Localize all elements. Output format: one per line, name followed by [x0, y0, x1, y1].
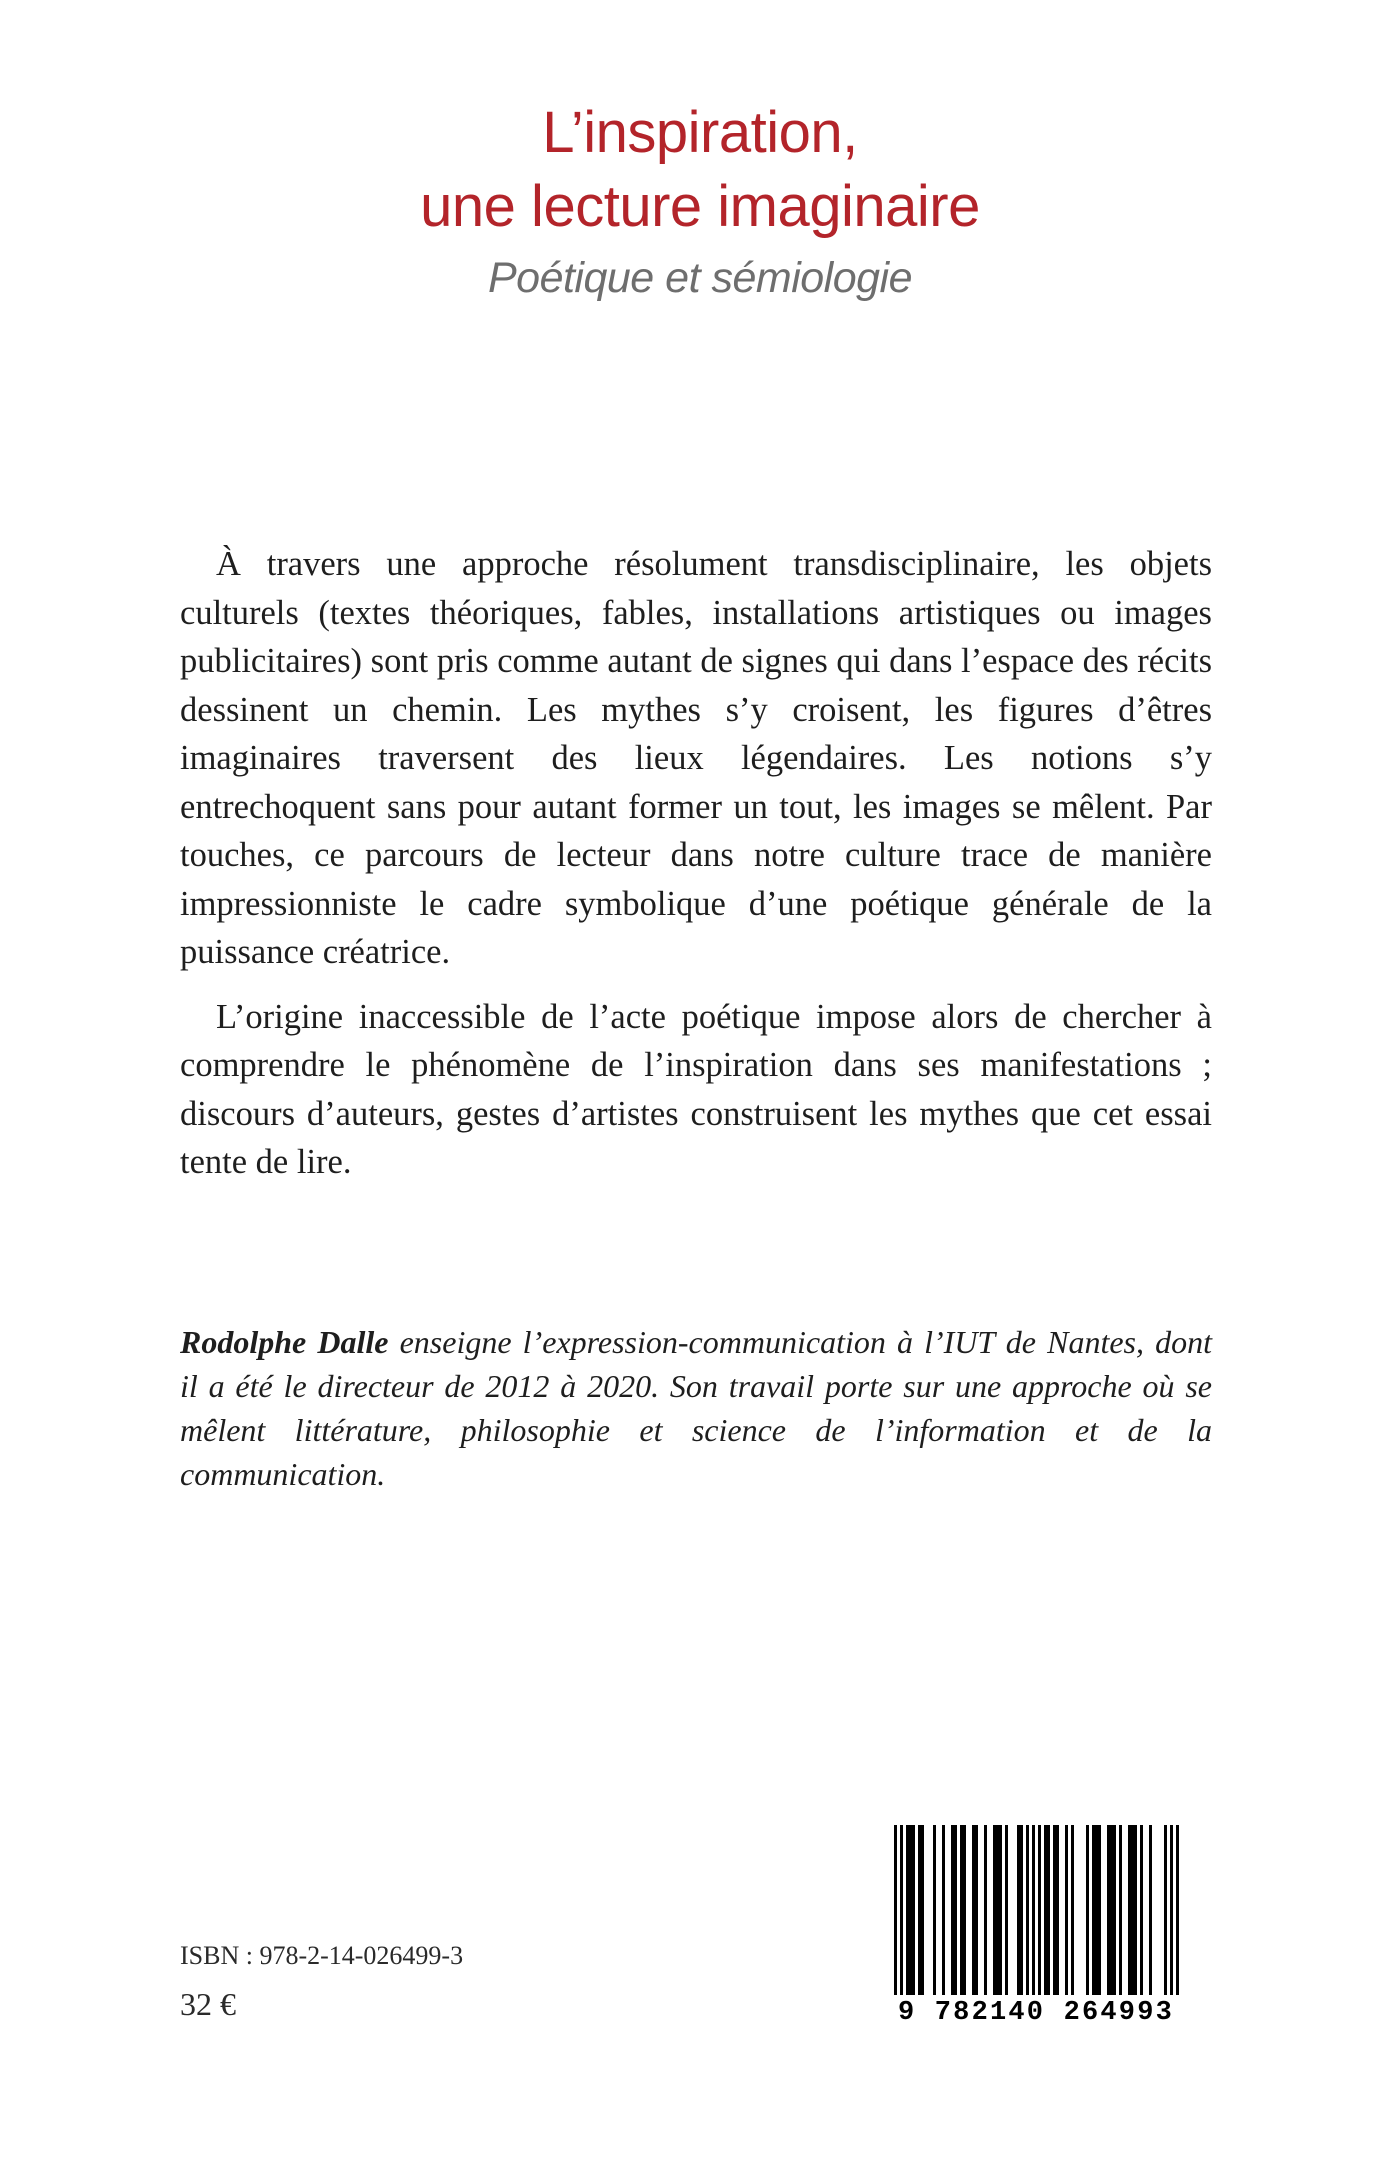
book-subtitle: Poétique et sémiologie	[487, 254, 913, 302]
barcode-bar	[1164, 1825, 1167, 1997]
barcode-bar	[1092, 1825, 1095, 1997]
summary-paragraph-2: L’origine inaccessible de l’acte poétique impose alors de chercher à comprendre le phénomène de l’inspiration dans ses manifestations ; discours d’auteurs, gestes d’artistes construisent les mythes que cet essai tente de lire.	[180, 997, 1212, 1181]
barcode-bar	[1017, 1825, 1020, 1997]
book-title-line-1: L’inspiration,	[542, 100, 858, 165]
barcode-bar	[963, 1825, 966, 1997]
barcode-bar	[951, 1825, 954, 1997]
barcode-bar	[1149, 1825, 1152, 1997]
barcode-bar	[906, 1825, 909, 1997]
book-title-line-2: une lecture imaginaire	[420, 174, 980, 239]
barcode-bar	[993, 1825, 996, 1997]
barcode-bar	[960, 1825, 963, 1997]
isbn-label: ISBN : 978-2-14-026499-3	[180, 1941, 464, 1970]
barcode-bar	[1020, 1825, 1023, 1997]
barcode-bar	[984, 1825, 987, 1997]
barcode-bar	[1131, 1825, 1134, 1997]
barcode-bar	[1026, 1825, 1029, 1997]
barcode-bar	[1098, 1825, 1101, 1997]
barcode	[878, 1825, 1194, 2035]
barcode-bar	[1071, 1825, 1074, 1997]
barcode-bar	[1128, 1825, 1131, 1997]
barcode-bar	[1005, 1825, 1008, 1997]
barcode-bar	[1110, 1825, 1113, 1997]
barcode-bar	[1113, 1825, 1116, 1997]
barcode-bar	[999, 1825, 1002, 1997]
barcode-bar	[1134, 1825, 1137, 1997]
barcode-bar	[1047, 1825, 1050, 1997]
barcode-bar	[942, 1825, 945, 1997]
barcode-bar	[933, 1825, 936, 1997]
barcode-bar	[912, 1825, 915, 1997]
barcode-bar	[921, 1825, 924, 1997]
barcode-bar	[975, 1825, 978, 1997]
barcode-bar	[1086, 1825, 1089, 1997]
author-name: Rodolphe Dalle	[180, 1324, 389, 1360]
price-label: 32 €	[180, 1986, 236, 2022]
barcode-bar	[1140, 1825, 1143, 1997]
author-bio	[180, 1320, 1212, 1496]
barcode-bar	[972, 1825, 975, 1997]
barcode-bar	[1065, 1825, 1068, 1997]
barcode-digits: 9 782140 264993	[878, 1995, 1194, 2031]
barcode-bar	[954, 1825, 957, 1997]
barcode-bar	[918, 1825, 921, 1997]
author-bio-text: enseigne l’expression-communication à l’IUT de Nantes, dont il a été le directeur de 2012 à 2020. Son travail porte sur une approche où se mêlent littérature, philosophie et science de l’information et de la communication.	[180, 1324, 1213, 1492]
barcode-bar	[1053, 1825, 1056, 1997]
book-summary	[180, 540, 1212, 1187]
summary-paragraph-1: À travers une approche résolument transdisciplinaire, les objets culturels (textes théoriques, fables, installations artistiques ou images publicitaires) sont pris comme autant de signes qui dans l’espace des récits dessinent un chemin. Les mythes s’y croisent, les figures d’êtres imaginaires traversent des lieux légendaires. Les notions s’y entrechoquent sans pour autant former un tout, les images se mêlent. Par touches, ce parcours de lecteur dans notre culture trace de manière impressionniste le cadre symbolique d’une poétique générale de la puissance créatrice.	[180, 545, 1212, 971]
barcode-bar	[1056, 1825, 1059, 1997]
barcode-bar	[1119, 1825, 1122, 1997]
barcode-bar	[996, 1825, 999, 1997]
barcode-bar	[1095, 1825, 1098, 1997]
barcode-bar	[1107, 1825, 1110, 1997]
cover-header	[0, 96, 1400, 306]
barcode-bar	[909, 1825, 912, 1997]
barcode-bar	[1044, 1825, 1047, 1997]
